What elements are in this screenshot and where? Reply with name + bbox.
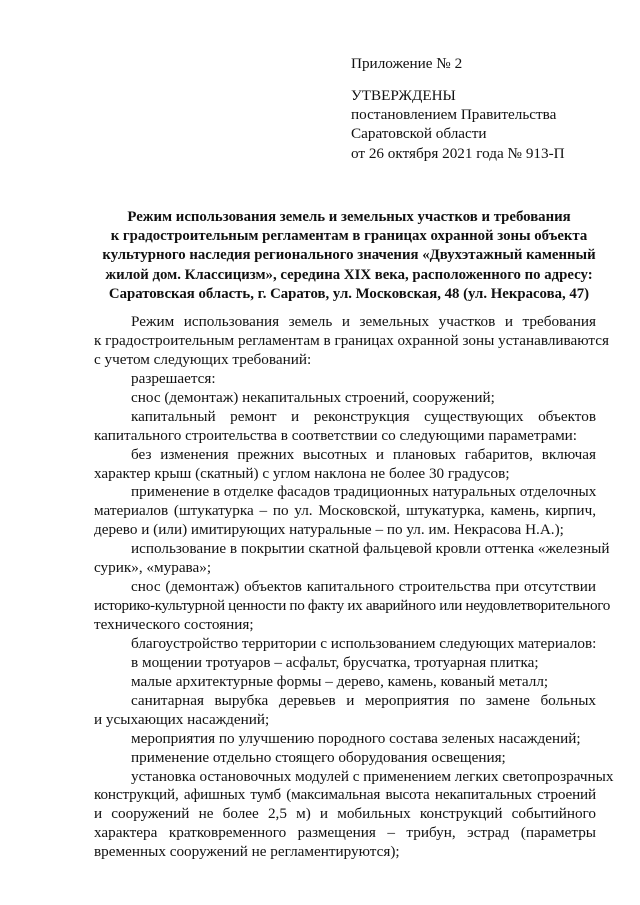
body-line: благоустройство территории с использованием следующих материалов: xyxy=(131,634,597,652)
appendix-number: Приложение № 2 xyxy=(351,55,463,72)
body-line: с учетом следующих требований: xyxy=(94,350,312,368)
title-line: к градостроительным регламентам в границах охранной зоны объекта xyxy=(110,228,588,245)
body-line: и усыхающих насаждений; xyxy=(94,710,270,728)
body-line: снос (демонтаж) объектов капитального строительства при отсутствии xyxy=(131,578,596,596)
body-line: характера кратковременного размещения – трибун, эстрад (параметры xyxy=(94,824,596,842)
body-line: капитальный ремонт и реконструкция существующих объектов xyxy=(131,407,596,425)
document-title xyxy=(88,208,610,304)
body-line: в мощении тротуаров – асфальт, брусчатка, тротуарная плитка; xyxy=(131,653,539,671)
title-line: Режим использования земель и земельных участков и требования xyxy=(127,209,571,225)
title-line: культурного наследия регионального значения «Двухэтажный каменный xyxy=(102,247,596,264)
approval-block xyxy=(351,86,621,163)
approval-line: от 26 октября 2021 года № 913-П xyxy=(351,144,565,162)
body-line: снос (демонтаж) некапитальных строений, сооружений; xyxy=(131,388,495,406)
title-line: Саратовская область, г. Саратов, ул. Московская, 48 (ул. Некрасова, 47) xyxy=(108,285,590,302)
approval-heading: УТВЕРЖДЕНЫ xyxy=(351,87,456,104)
body-line: капитального строительства в соответствии со следующими параметрами: xyxy=(94,426,578,444)
body-line: технического состояния; xyxy=(94,616,254,633)
approval-line: постановлением Правительства xyxy=(351,106,557,124)
title-line: жилой дом. Классицизм», середина XIX века, расположенного по адресу: xyxy=(105,266,593,283)
body-line: историко-культурной ценности по факту их аварийного или неудовлетворительного xyxy=(94,597,610,615)
body-line: и сооружений не более 2,5 м) и мобильных конструкций событийного xyxy=(94,805,596,823)
body-line: мероприятия по улучшению породного состава зеленых насаждений; xyxy=(131,729,581,747)
body-line: Режим использования земель и земельных участков и требования xyxy=(131,313,596,330)
body-line: конструкций, афишных тумб (максимальная высота некапитальных строений xyxy=(94,786,596,804)
body-line: характер крыш (скатный) с углом наклона не более 30 градусов; xyxy=(94,464,510,482)
body-line: к градостроительным регламентам в границах охранной зоны устанавливаются xyxy=(94,331,609,349)
body-line: применение в отделке фасадов традиционных натуральных отделочных xyxy=(131,483,597,501)
body-line: малые архитектурные формы – дерево, камень, кованый металл; xyxy=(131,672,549,690)
body-line: установка остановочных модулей с применением легких светопрозрачных xyxy=(131,767,614,785)
approval-line: Саратовской области xyxy=(351,125,487,143)
body-line: временных сооружений не регламентируются); xyxy=(94,843,400,861)
body-line: материалов (штукатурка – по ул. Московской, штукатурка, камень, кирпич, xyxy=(94,502,596,520)
body-line: сурик», «мурава»; xyxy=(94,559,212,577)
document-body xyxy=(94,313,614,862)
body-line: использование в покрытии скатной фальцевой кровли оттенка «железный xyxy=(131,540,610,558)
body-line: дерево и (или) имитирующих натуральные – по ул. им. Некрасова Н.А.); xyxy=(94,521,564,539)
body-line: без изменения прежних высотных и плановых габаритов, включая xyxy=(131,445,596,463)
body-line: применение отдельно стоящего оборудования освещения; xyxy=(131,748,506,766)
body-line: санитарная вырубка деревьев и мероприятия по замене больных xyxy=(131,691,596,709)
body-line: разрешается: xyxy=(131,369,216,387)
